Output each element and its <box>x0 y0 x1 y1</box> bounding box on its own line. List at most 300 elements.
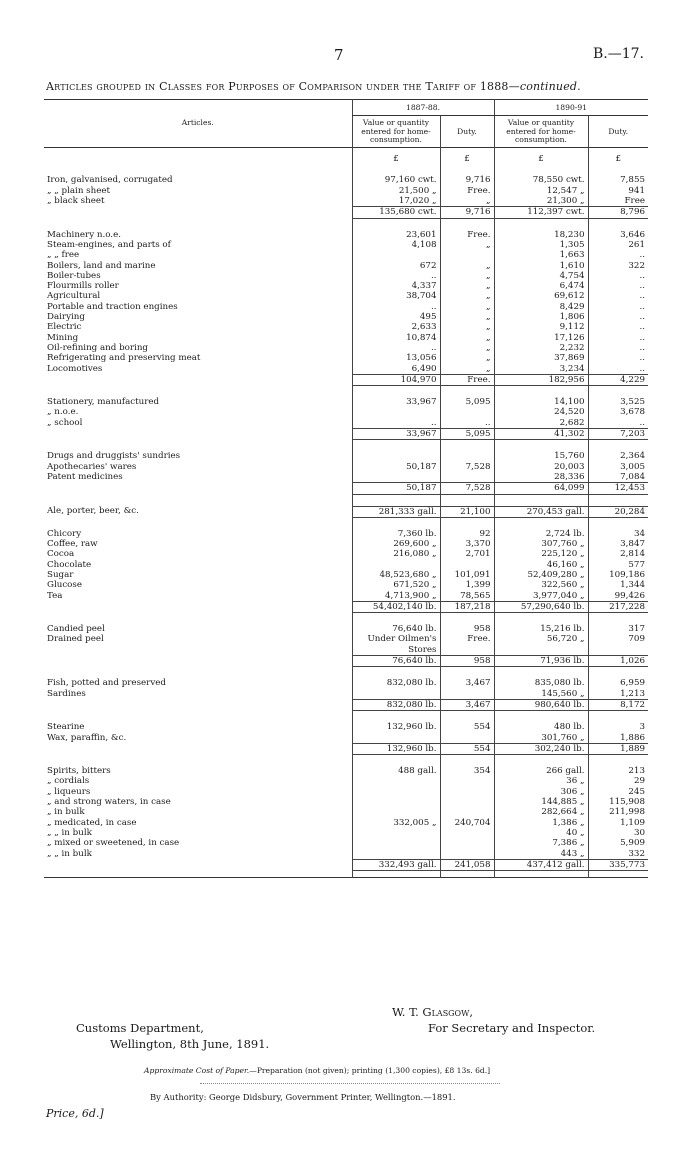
article-name: Boiler-tubes <box>47 270 101 281</box>
article-name: Boilers, land and marine <box>47 260 156 271</box>
duty-1890: 3,525 <box>588 397 648 407</box>
page-number: 7 <box>334 46 344 64</box>
col-value-b: Value or quantity entered for home-consumption. <box>494 116 588 148</box>
value-1890: 1,386 „ <box>494 818 588 828</box>
value-1887: 10,874 <box>352 333 440 343</box>
value-1890: 46,160 „ <box>494 560 588 570</box>
total-value-1887: 135,680 cwt. <box>352 207 440 218</box>
value-1890: 144,885 „ <box>494 797 588 807</box>
value-1890 <box>494 645 588 656</box>
table-row <box>44 462 648 472</box>
duty-1890: 115,908 <box>588 797 648 807</box>
group-total-row <box>44 207 648 218</box>
duty-1887: 101,091 <box>440 570 494 580</box>
value-1890: 78,550 cwt. <box>494 175 588 185</box>
duty-1890: .. <box>588 302 648 312</box>
duty-1887 <box>440 451 494 461</box>
table-row <box>44 678 648 688</box>
value-1890: 2,724 lb. <box>494 529 588 539</box>
value-1887 <box>352 849 440 860</box>
table-row <box>44 230 648 240</box>
duty-1890: .. <box>588 364 648 375</box>
table-row <box>44 529 648 539</box>
table-row <box>44 849 648 860</box>
article-name: Apothecaries' wares <box>47 461 137 472</box>
value-1890: 322,560 „ <box>494 580 588 590</box>
duty-1890: 7,084 <box>588 472 648 483</box>
value-1887: 4,108 <box>352 240 440 250</box>
article-name: „ cordials <box>47 776 90 787</box>
value-1887: 33,967 <box>352 397 440 407</box>
total-duty-1887: 7,528 <box>440 483 494 494</box>
table-row <box>44 240 648 250</box>
duty-1887: „ <box>440 302 494 312</box>
article-name: „ liqueurs <box>47 786 91 797</box>
table-row <box>44 560 648 570</box>
duty-1887: 240,704 <box>440 818 494 828</box>
value-1890: 18,230 <box>494 230 588 240</box>
total-label <box>44 429 352 440</box>
value-1890: 56,720 „ <box>494 634 588 644</box>
table-title <box>46 80 646 93</box>
duty-1890: .. <box>588 312 648 322</box>
total-value-1887: 33,967 <box>352 429 440 440</box>
total-duty-1887: 187,218 <box>440 601 494 612</box>
duty-1887: 554 <box>440 722 494 732</box>
total-duty-1890: 12,453 <box>588 483 648 494</box>
value-1887: 4,337 <box>352 281 440 291</box>
value-1887: 832,080 lb. <box>352 678 440 688</box>
duty-1887: „ <box>440 322 494 332</box>
duty-1887 <box>440 733 494 744</box>
article-name: „ and strong waters, in case <box>47 797 171 808</box>
duty-1890: .. <box>588 291 648 301</box>
value-1890: 69,612 <box>494 291 588 301</box>
article-name: Patent medicines <box>47 471 123 482</box>
article-name: Agricultural <box>47 291 101 302</box>
article-name: „ mixed or sweetened, in case <box>47 838 180 849</box>
value-1887: 76,640 lb. <box>352 624 440 634</box>
total-duty-1890: 7,203 <box>588 429 648 440</box>
duty-1890: 6,959 <box>588 678 648 688</box>
duty-1887: 9,716 <box>440 175 494 185</box>
article-name: Chicory <box>47 528 82 539</box>
article-name: Glucose <box>47 580 83 591</box>
table-row <box>44 472 648 483</box>
duty-1887: „ <box>440 364 494 375</box>
duty-1890: 3,678 <box>588 407 648 417</box>
total-duty-1887: 9,716 <box>440 207 494 218</box>
duty-1890: .. <box>588 353 648 363</box>
value-1887: 332,005 „ <box>352 818 440 828</box>
table-row <box>44 451 648 461</box>
value-1887 <box>352 787 440 797</box>
article-name: „ „ free <box>47 250 80 261</box>
duty-1890: 109,186 <box>588 570 648 580</box>
article-name: Candied peel <box>47 624 105 635</box>
duty-1887: Free. <box>440 634 494 644</box>
duty-1890: 322 <box>588 261 648 271</box>
duty-1887: Free. <box>440 230 494 240</box>
duty-1890 <box>588 645 648 656</box>
value-1890: 1,305 <box>494 240 588 250</box>
total-value-1887: 50,187 <box>352 483 440 494</box>
currency-mark: £ <box>588 148 648 165</box>
duty-1887: „ <box>440 196 494 207</box>
table-row <box>44 591 648 602</box>
duty-1887 <box>440 776 494 786</box>
value-1887: 671,520 „ <box>352 580 440 590</box>
duty-1890: 1,213 <box>588 689 648 700</box>
table-row <box>44 722 648 732</box>
total-value-1890: 41,302 <box>494 429 588 440</box>
currency-mark: £ <box>440 148 494 165</box>
value-1890: 2,232 <box>494 343 588 353</box>
value-1890: 12,547 „ <box>494 186 588 196</box>
article-name: Oil-refining and boring <box>47 342 148 353</box>
table-row <box>44 787 648 797</box>
value-1890: 37,869 <box>494 353 588 363</box>
article-name: Fish, potted and preserved <box>47 678 166 689</box>
total-label <box>44 601 352 612</box>
value-1890: 21,300 „ <box>494 196 588 207</box>
price: Price, 6d.] <box>46 1107 104 1120</box>
value-1890: 282,664 „ <box>494 807 588 817</box>
footer-divider <box>200 1083 500 1084</box>
title-main: Articles grouped in Classes for Purposes of Comparison under the Tariff of 1888— <box>46 80 520 93</box>
value-1890: 15,760 <box>494 451 588 461</box>
duty-1890: 34 <box>588 529 648 539</box>
duty-1887: „ <box>440 353 494 363</box>
value-1887: 17,020 „ <box>352 196 440 207</box>
article-name: Spirits, bitters <box>47 766 111 777</box>
title-continued: continued. <box>519 80 581 93</box>
total-value-1890: 71,936 lb. <box>494 656 588 667</box>
duty-1887: 7,528 <box>440 462 494 472</box>
duty-1887: „ <box>440 271 494 281</box>
article-name: Cocoa <box>47 549 75 560</box>
table-row <box>44 549 648 559</box>
total-value-1890: 980,640 lb. <box>494 699 588 710</box>
duty-1887: „ <box>440 343 494 353</box>
value-1887: 21,500 „ <box>352 186 440 196</box>
article-name: „ „ plain sheet <box>47 185 111 196</box>
duty-1890: 3,005 <box>588 462 648 472</box>
table-row <box>44 322 648 332</box>
table-row <box>44 418 648 429</box>
currency-mark: £ <box>494 148 588 165</box>
duty-1887 <box>440 689 494 700</box>
duty-1890: 577 <box>588 560 648 570</box>
value-1890: 24,520 <box>494 407 588 417</box>
article-name: Steam-engines, and parts of <box>47 239 171 250</box>
value-1890: 6,474 <box>494 281 588 291</box>
duty-1887 <box>440 787 494 797</box>
total-value-1890: 302,240 lb. <box>494 743 588 754</box>
value-1887: .. <box>352 343 440 353</box>
signer-name: W. T. Glasgow, <box>392 1005 473 1019</box>
duty-1887 <box>440 250 494 260</box>
table-row <box>44 250 648 260</box>
value-1887: 23,601 <box>352 230 440 240</box>
duty-1890: 1,886 <box>588 733 648 744</box>
authority-line: By Authority: George Didsbury, Government Printer, Wellington.—1891. <box>150 1092 456 1102</box>
table-row <box>44 333 648 343</box>
duty-1887: 5,095 <box>440 397 494 407</box>
article-name: Mining <box>47 332 79 343</box>
table-row <box>44 580 648 590</box>
group-total-row <box>44 859 648 870</box>
value-1887 <box>352 828 440 838</box>
total-duty-1890: 217,228 <box>588 601 648 612</box>
value-1887 <box>352 472 440 483</box>
duty-1887: „ <box>440 291 494 301</box>
duty-1890: 29 <box>588 776 648 786</box>
signer-role: For Secretary and Inspector. <box>428 1021 596 1035</box>
duty-1887: 92 <box>440 529 494 539</box>
value-1887: .. <box>352 418 440 429</box>
value-1887 <box>352 797 440 807</box>
duty-1887: 3,370 <box>440 539 494 549</box>
table-row <box>44 312 648 322</box>
total-value-1887: 832,080 lb. <box>352 699 440 710</box>
duty-1887 <box>440 828 494 838</box>
duty-1890: 3,646 <box>588 230 648 240</box>
value-1890: 36 „ <box>494 776 588 786</box>
value-1887 <box>352 807 440 817</box>
article-name: „ black sheet <box>47 196 105 207</box>
value-1887: Stores <box>352 645 440 656</box>
department: Customs Department, <box>76 1021 204 1035</box>
value-1887 <box>352 560 440 570</box>
total-label <box>44 656 352 667</box>
total-duty-1887: 241,058 <box>440 859 494 870</box>
duty-1890: 211,998 <box>588 807 648 817</box>
total-label <box>44 207 352 218</box>
total-value-1887: 281,333 gall. <box>352 506 440 517</box>
total-label <box>44 859 352 870</box>
value-1887 <box>352 407 440 417</box>
article-name: Tea <box>47 590 63 601</box>
total-value-1887: 104,970 <box>352 374 440 385</box>
tariff-comparison-table <box>44 99 648 879</box>
value-1890: 4,754 <box>494 271 588 281</box>
total-duty-1890: 1,026 <box>588 656 648 667</box>
duty-1890: .. <box>588 343 648 353</box>
article-name: Coffee, raw <box>47 539 98 550</box>
cost-text: —Preparation (not given); printing (1,300 copies), £8 13s. 6d.] <box>249 1066 491 1075</box>
table-body <box>44 164 648 879</box>
article-name: „ „ in bulk <box>47 827 92 838</box>
total-label <box>44 483 352 494</box>
article-name: Refrigerating and preserving meat <box>47 353 201 364</box>
value-1890: 8,429 <box>494 302 588 312</box>
article-name: Electric <box>47 322 82 333</box>
article-name: Chocolate <box>47 559 92 570</box>
group-total-row <box>44 374 648 385</box>
duty-1890: .. <box>588 418 648 429</box>
value-1890: 3,234 <box>494 364 588 375</box>
year-a-header: 1887-88. <box>352 100 494 116</box>
value-1890: 1,610 <box>494 261 588 271</box>
duty-1890: 941 <box>588 186 648 196</box>
table-row <box>44 364 648 375</box>
duty-1887 <box>440 807 494 817</box>
duty-1890: 99,426 <box>588 591 648 602</box>
table-row <box>44 776 648 786</box>
group-total-row <box>44 506 648 517</box>
value-1890: 443 „ <box>494 849 588 860</box>
duty-1890: 5,909 <box>588 838 648 848</box>
value-1887: 132,960 lb. <box>352 722 440 732</box>
table-row <box>44 397 648 407</box>
duty-1890: 317 <box>588 624 648 634</box>
table-row <box>44 828 648 838</box>
article-name: Stationery, manufactured <box>47 397 160 408</box>
value-1887: 495 <box>352 312 440 322</box>
total-value-1887: 76,640 lb. <box>352 656 440 667</box>
value-1890: 145,560 „ <box>494 689 588 700</box>
value-1887: 50,187 <box>352 462 440 472</box>
value-1887: 216,080 „ <box>352 549 440 559</box>
value-1890: 835,080 lb. <box>494 678 588 688</box>
col-duty-a: Duty. <box>440 116 494 148</box>
year-b-header: 1890-91 <box>494 100 648 116</box>
table-row <box>44 343 648 353</box>
value-1890: 307,760 „ <box>494 539 588 549</box>
value-1887 <box>352 838 440 848</box>
duty-1890: .. <box>588 333 648 343</box>
article-name: Flourmills roller <box>47 281 119 292</box>
value-1890: 2,682 <box>494 418 588 429</box>
group-total-row <box>44 601 648 612</box>
duty-1890: 332 <box>588 849 648 860</box>
article-name: Sardines <box>47 688 86 699</box>
value-1887: 269,600 „ <box>352 539 440 549</box>
article-name: „ „ in bulk <box>47 848 92 859</box>
value-1887: 97,160 cwt. <box>352 175 440 185</box>
total-duty-1890: 8,172 <box>588 699 648 710</box>
total-duty-1887: 3,467 <box>440 699 494 710</box>
duty-1887: „ <box>440 261 494 271</box>
value-1887: .. <box>352 302 440 312</box>
value-1890: 3,977,040 „ <box>494 591 588 602</box>
value-1890: 15,216 lb. <box>494 624 588 634</box>
table-row <box>44 196 648 207</box>
group-total-row <box>44 743 648 754</box>
total-duty-1887: 554 <box>440 743 494 754</box>
group-total-row <box>44 699 648 710</box>
duty-1887 <box>440 838 494 848</box>
duty-1887: „ <box>440 281 494 291</box>
article-name: Dairying <box>47 312 85 323</box>
value-1890: 14,100 <box>494 397 588 407</box>
duty-1887: 354 <box>440 766 494 776</box>
duty-1887: 78,565 <box>440 591 494 602</box>
group-total-row <box>44 429 648 440</box>
duty-1887: „ <box>440 240 494 250</box>
total-value-1887: 132,960 lb. <box>352 743 440 754</box>
total-duty-1890: 4,229 <box>588 374 648 385</box>
article-name: Wax, paraffin, &c. <box>47 732 127 743</box>
cost-label: Approximate Cost of Paper. <box>144 1066 250 1075</box>
value-1887 <box>352 250 440 260</box>
article-name: Machinery n.o.e. <box>47 229 121 240</box>
table-row <box>44 353 648 363</box>
col-value-a: Value or quantity entered for home-consumption. <box>352 116 440 148</box>
col-articles: Articles. <box>181 118 214 128</box>
duty-1890: 3,847 <box>588 539 648 549</box>
table-row <box>44 807 648 817</box>
table-row <box>44 689 648 700</box>
value-1890: 306 „ <box>494 787 588 797</box>
value-1890: 7,386 „ <box>494 838 588 848</box>
duty-1890: 213 <box>588 766 648 776</box>
table-row <box>44 818 648 828</box>
duty-1887 <box>440 472 494 483</box>
total-value-1887: 332,493 gall. <box>352 859 440 870</box>
value-1890: 9,112 <box>494 322 588 332</box>
value-1890: 1,663 <box>494 250 588 260</box>
value-1890: 480 lb. <box>494 722 588 732</box>
duty-1890: 245 <box>588 787 648 797</box>
value-1887: 672 <box>352 261 440 271</box>
total-duty-1890: 1,889 <box>588 743 648 754</box>
article-name: „ n.o.e. <box>47 407 79 418</box>
value-1887: 6,490 <box>352 364 440 375</box>
article-name: Iron, galvanised, corrugated <box>47 175 173 186</box>
value-1887: 488 gall. <box>352 766 440 776</box>
total-label <box>44 374 352 385</box>
table-row <box>44 797 648 807</box>
value-1887: 2,633 <box>352 322 440 332</box>
total-value-1890: 64,099 <box>494 483 588 494</box>
duty-1890: .. <box>588 271 648 281</box>
total-value-1890: 112,397 cwt. <box>494 207 588 218</box>
duty-1887: Free. <box>440 186 494 196</box>
duty-1890: 261 <box>588 240 648 250</box>
total-duty-1887: 958 <box>440 656 494 667</box>
table-row <box>44 570 648 580</box>
duty-1887 <box>440 645 494 656</box>
cost-note <box>144 1066 490 1075</box>
value-1890: 52,409,280 „ <box>494 570 588 580</box>
total-value-1887: 54,402,140 lb. <box>352 601 440 612</box>
total-value-1890: 57,290,640 lb. <box>494 601 588 612</box>
duty-1887: „ <box>440 312 494 322</box>
value-1887: 13,056 <box>352 353 440 363</box>
table-row <box>44 407 648 417</box>
table-row <box>44 539 648 549</box>
value-1890: 225,120 „ <box>494 549 588 559</box>
duty-1890: 30 <box>588 828 648 838</box>
document-reference: B.—17. <box>592 46 644 62</box>
value-1887: 4,713,900 „ <box>352 591 440 602</box>
value-1887: 38,704 <box>352 291 440 301</box>
duty-1890: 2,814 <box>588 549 648 559</box>
table-row <box>44 175 648 185</box>
value-1887 <box>352 733 440 744</box>
duty-1887: 3,467 <box>440 678 494 688</box>
group-total-row <box>44 483 648 494</box>
value-1890: 20,003 <box>494 462 588 472</box>
table-row <box>44 838 648 848</box>
value-1890: 1,806 <box>494 312 588 322</box>
table-row <box>44 733 648 744</box>
article-name <box>44 645 352 656</box>
total-value-1890: 182,956 <box>494 374 588 385</box>
value-1887: .. <box>352 271 440 281</box>
